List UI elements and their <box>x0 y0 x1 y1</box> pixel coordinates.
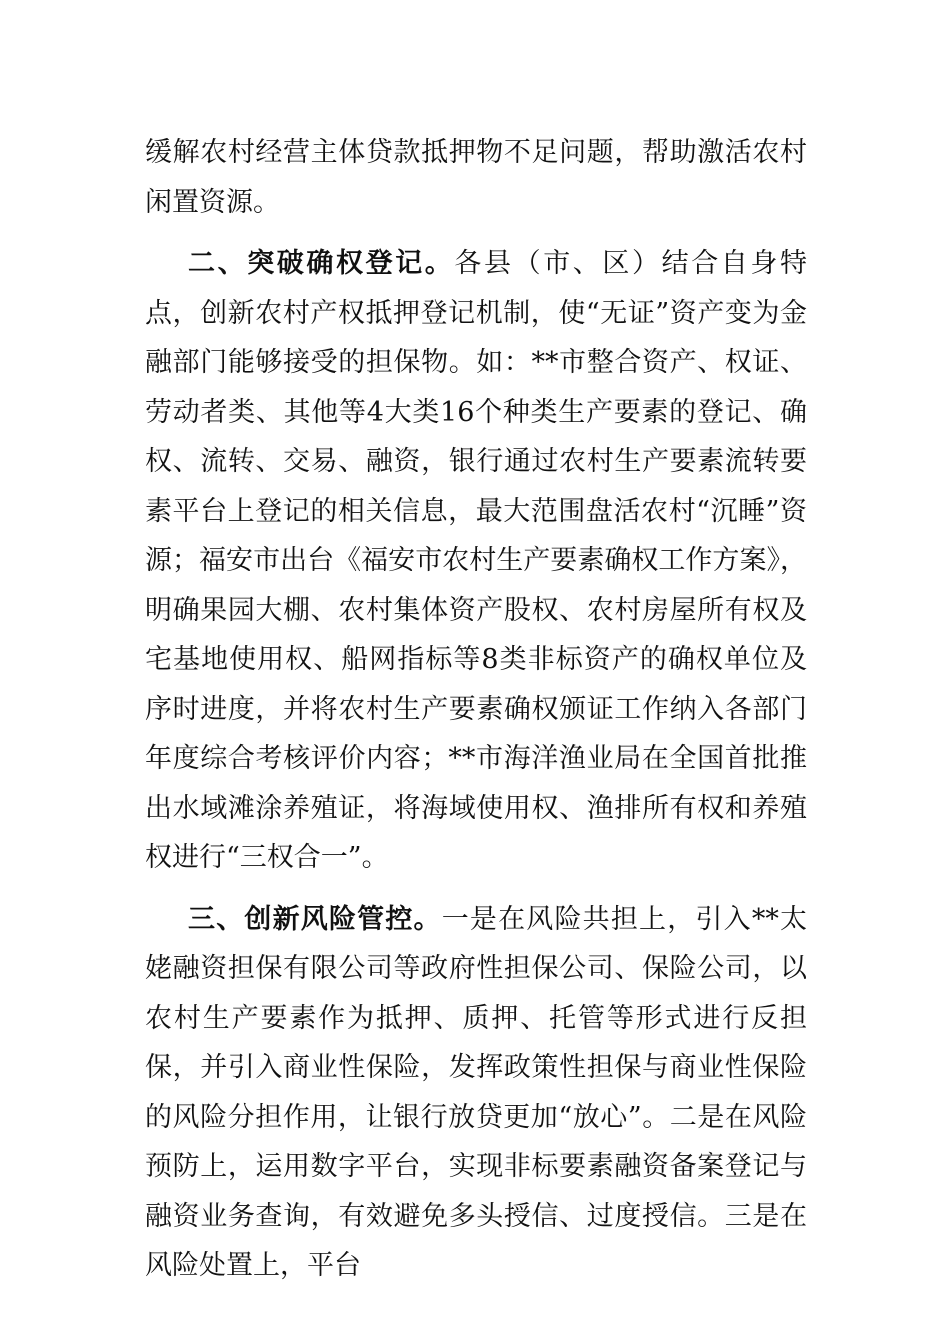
paragraph-2 <box>145 239 807 883</box>
document-body <box>145 128 807 1291</box>
paragraph-1-text: 缓解农村经营主体贷款抵押物不足问题，帮助激活农村闲置资源。 <box>145 137 807 218</box>
paragraph-3-text: 一是在风险共担上，引入**太姥融资担保有限公司等政府性担保公司、保险公司，以农村生产要素作为抵押、质押、托管等形式进行反担保，并引入商业性保险，发挥政策性担保与商业性保险的风险分担作用，让银行放贷更加“放心”。二是在风险预防上，运用数字平台，实现非标要素融资备案登记与融资业务查询，有效避免多头授信、过度授信。三是在风险处置上，平台 <box>145 903 808 1281</box>
paragraph-1 <box>145 128 807 227</box>
paragraph-gap <box>145 883 807 895</box>
section-2-heading: 二、突破确权登记。 <box>188 248 455 279</box>
paragraph-gap <box>145 227 807 239</box>
paragraph-3 <box>145 895 807 1291</box>
section-3-heading: 三、创新风险管控。 <box>188 903 442 935</box>
paragraph-2-text: 各县（市、区）结合自身特点，创新农村产权抵押登记机制，使“无证”资产变为金融部门能够接受的担保物。如：**市整合资产、权证、劳动者类、其他等4大类16个种类生产要素的登记、确权、流转、交易、融资，银行通过农村生产要素流转要素平台上登记的相关信息，最大范围盘活农村“沉睡”资源；福安市出台《福安市农村生产要素确权工作方案》，明确果园大棚、农村集体资产股权、农村房屋所有权及宅基地使用权、船网指标等8类非标资产的确权单位及序时进度，并将农村生产要素确权颁证工作纳入各部门年度综合考核评价内容；**市海洋渔业局在全国首批推出水域滩涂养殖证，将海域使用权、渔排所有权和养殖权进行“三权合一”。 <box>145 248 808 873</box>
